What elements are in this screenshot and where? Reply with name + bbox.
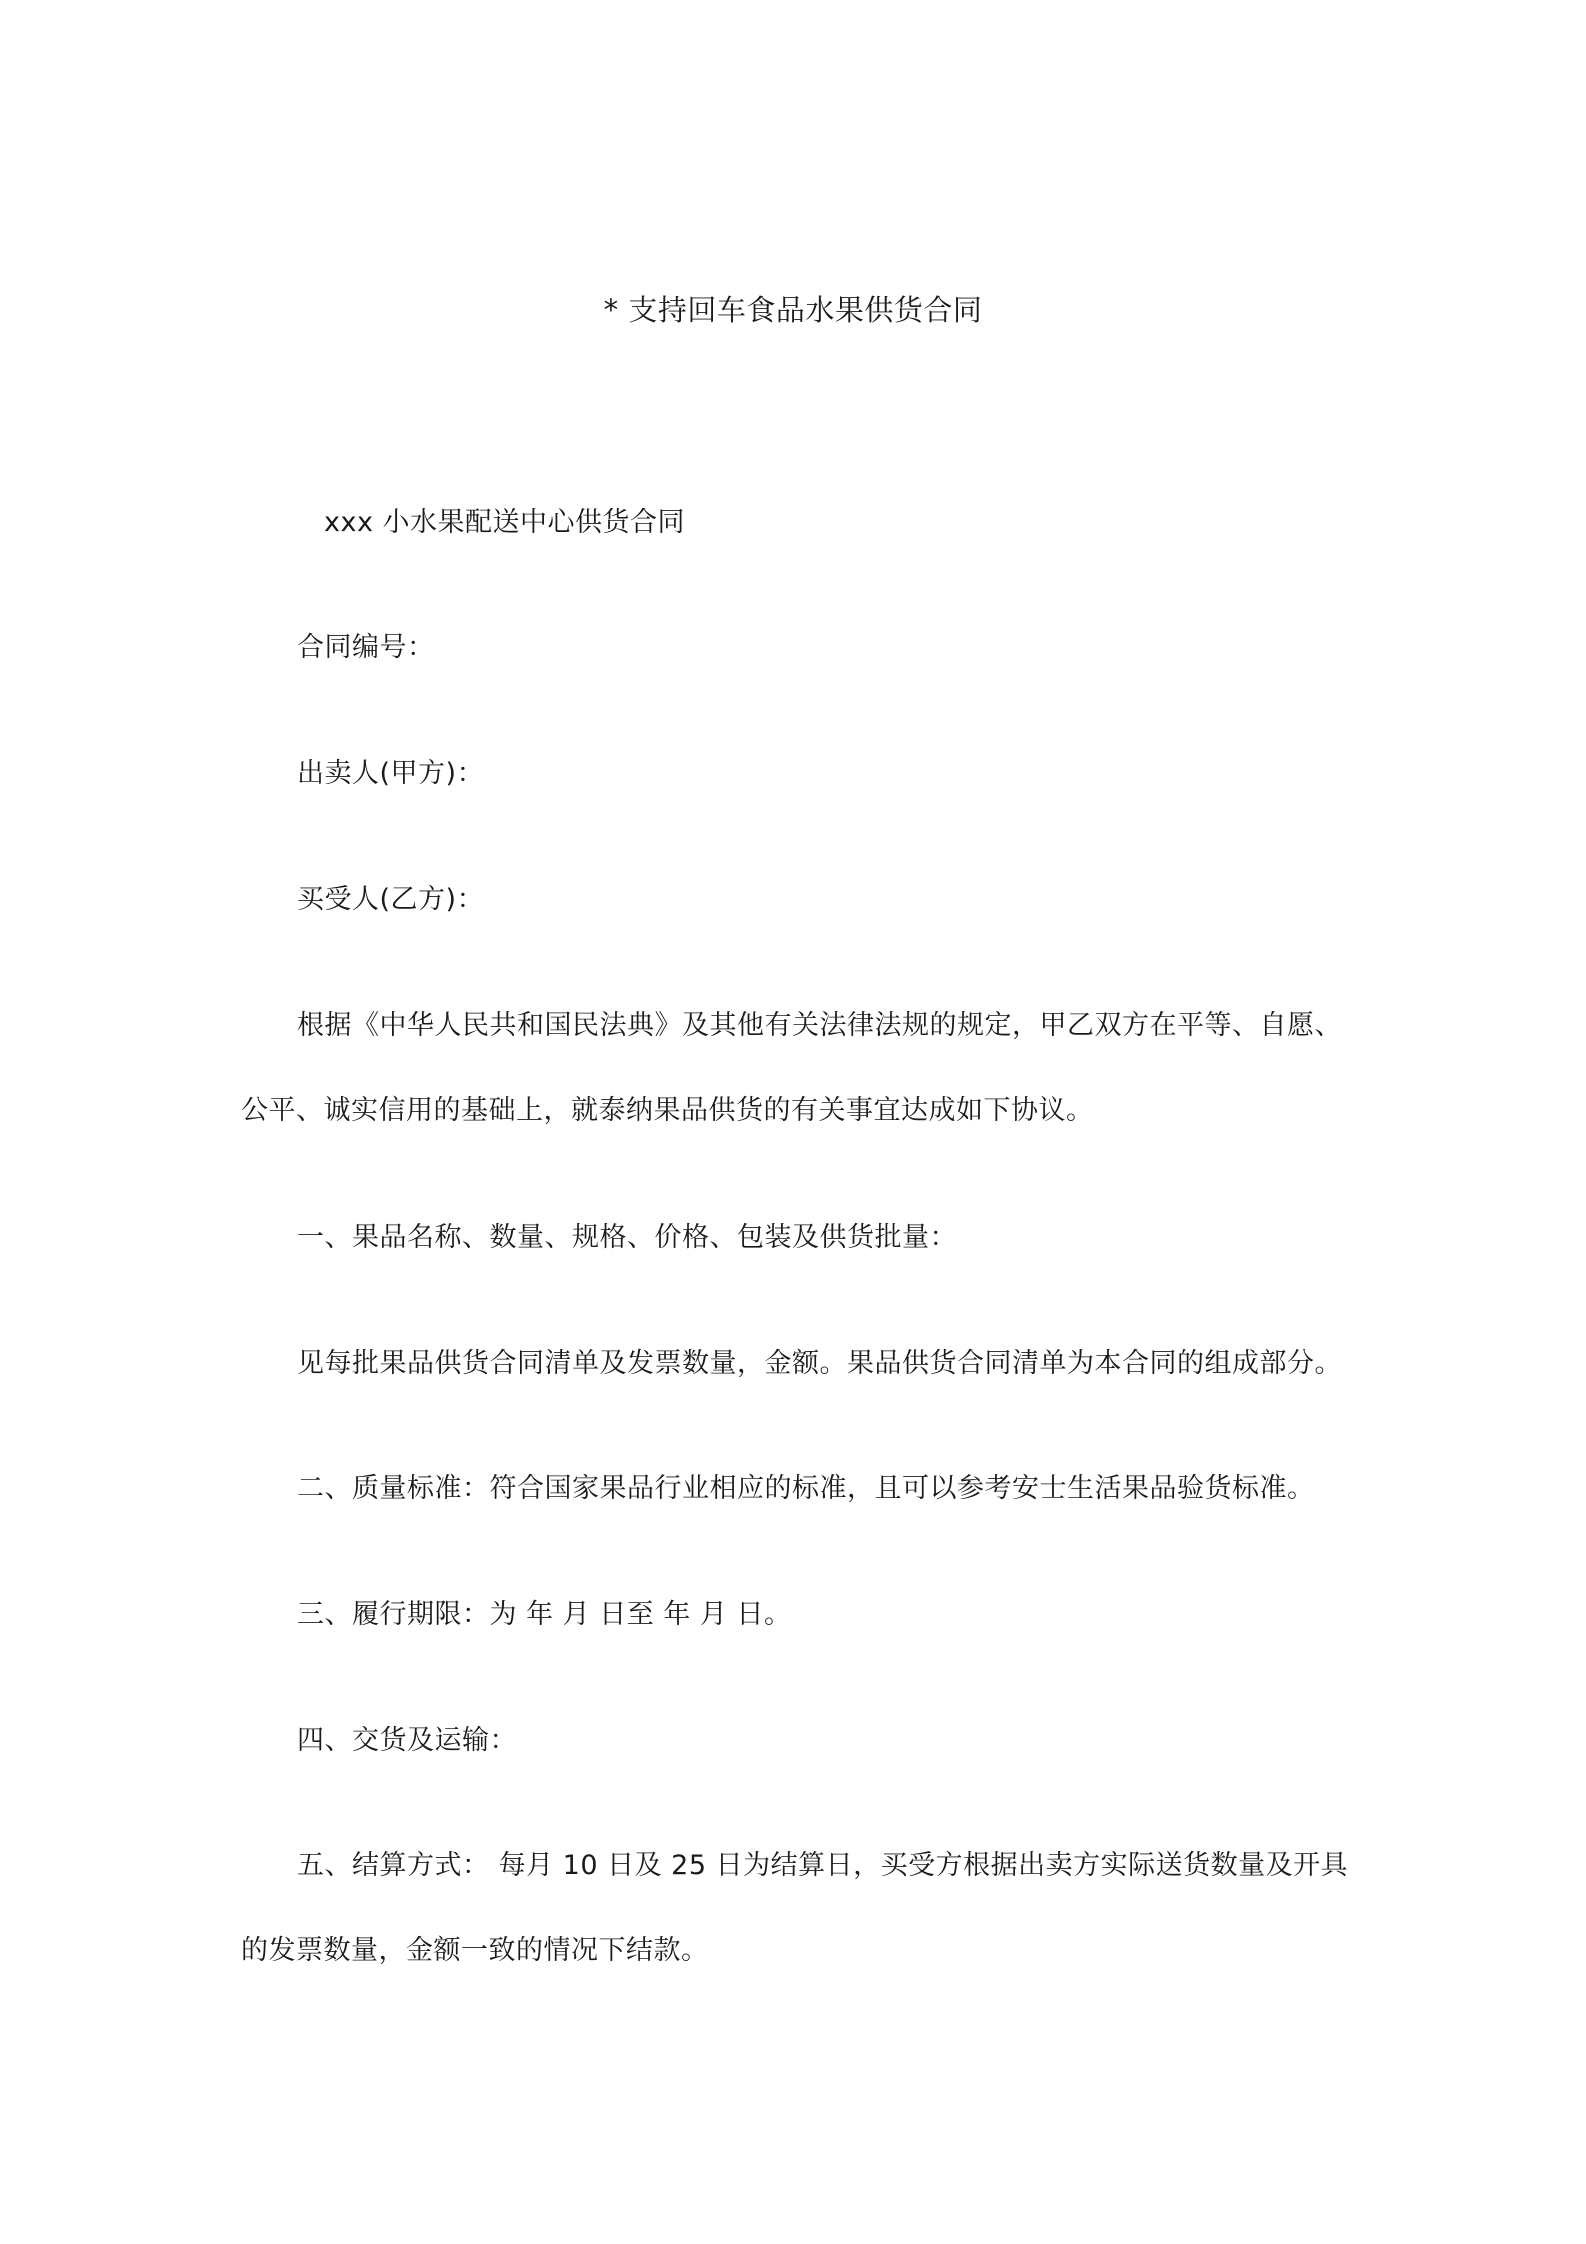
intro-paragraph-line-2: 公平、诚实信用的基础上，就泰纳果品供货的有关事宜达成如下协议。 — [241, 1095, 1094, 1126]
contract-number-label: 合同编号： — [297, 632, 435, 663]
document-subtitle: xxx 小水果配送中心供货合同 — [324, 507, 686, 538]
clause-3: 三、履行期限：为 年 月 日至 年 月 日。 — [297, 1599, 792, 1630]
clause-1-heading: 一、果品名称、数量、规格、价格、包装及供货批量： — [297, 1222, 957, 1253]
buyer-label: 买受人(乙方)： — [297, 884, 485, 915]
document-title: * 支持回车食品水果供货合同 — [603, 293, 983, 327]
clause-4: 四、交货及运输： — [297, 1725, 517, 1756]
seller-label: 出卖人(甲方)： — [297, 758, 485, 789]
clause-5-line-1: 五、结算方式： 每月 10 日及 25 日为结算日，买受方根据出卖方实际送货数量及开具 — [297, 1850, 1349, 1881]
clause-2: 二、质量标准：符合国家果品行业相应的标准，且可以参考安士生活果品验货标准。 — [297, 1473, 1315, 1504]
clause-5-line-2: 的发票数量，金额一致的情况下结款。 — [241, 1935, 709, 1966]
intro-paragraph-line-1: 根据《中华人民共和国民法典》及其他有关法律法规的规定，甲乙双方在平等、自愿、 — [297, 1010, 1342, 1041]
clause-1-body: 见每批果品供货合同清单及发票数量，金额。果品供货合同清单为本合同的组成部分。 — [297, 1348, 1342, 1379]
